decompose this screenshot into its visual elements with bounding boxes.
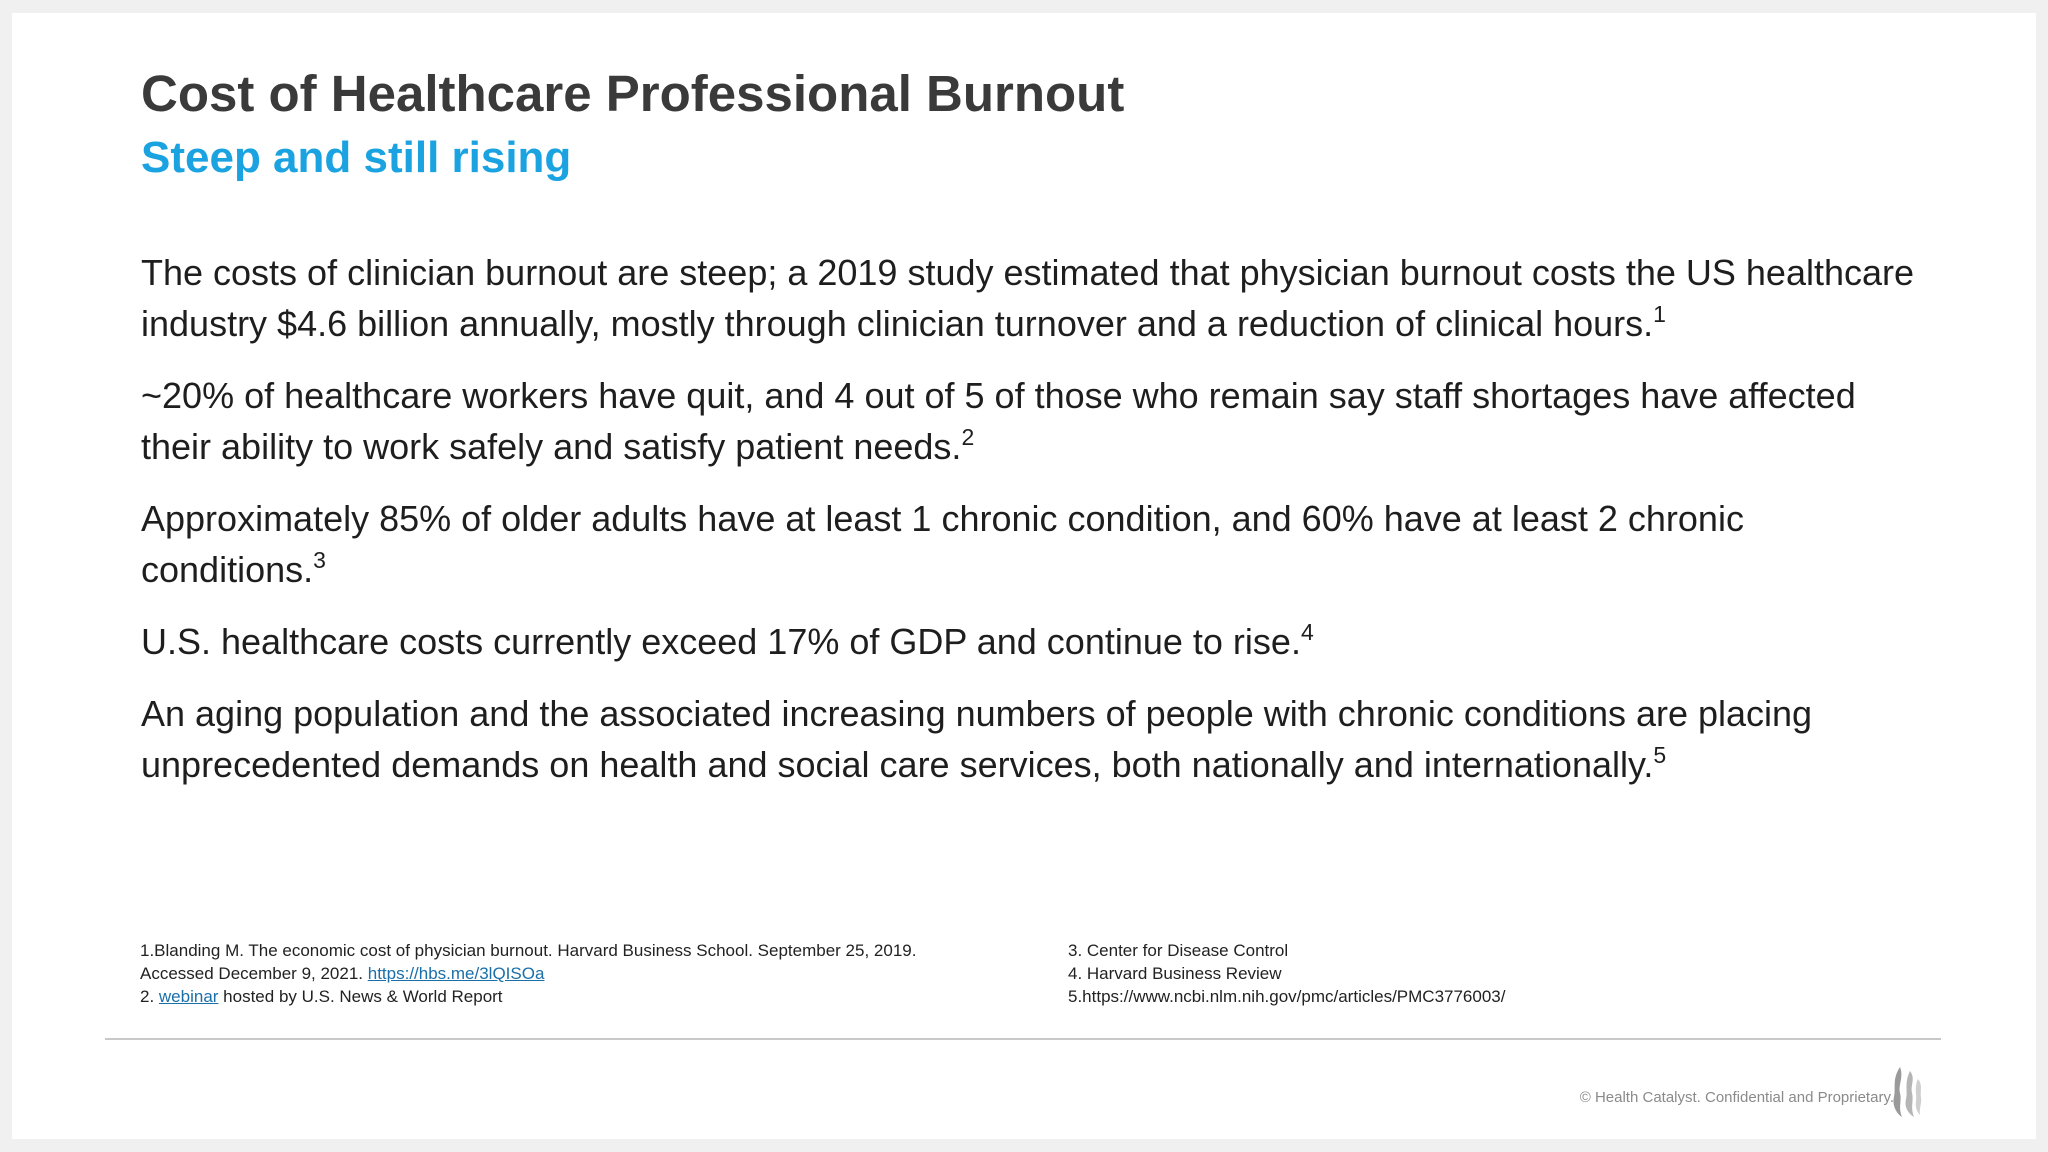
footnote-marker: 2 (961, 424, 975, 450)
slide-body (141, 247, 1921, 811)
paragraph-chronic-conditions: Approximately 85% of older adults have at least 1 chronic condition, and 60% have at least 2 chronic conditions.$^3$ (141, 498, 1744, 590)
webinar-link[interactable]: webinar (158, 987, 219, 1006)
slide-title: Cost of Healthcare Professional Burnout (141, 65, 1125, 122)
references-right (1068, 939, 1668, 1008)
footnote-marker: 1 (1653, 301, 1666, 327)
health-catalyst-flame-icon (1886, 1065, 1926, 1119)
footnote-marker: 4 (1300, 619, 1314, 645)
paragraph-burnout-cost: The costs of clinician burnout are steep; a 2019 study estimated that physician burnout costs the US healthcare industry $4.6 billion annually, mostly through clinician turnover and a reduction of clinical hours.$^1$ (141, 252, 1915, 344)
reference-1-line-2: Accessed December 9, 2021. https://hbs.me/3lQISOa (140, 964, 545, 983)
footer-divider (105, 1038, 1941, 1040)
footnote-marker: 3 (313, 547, 326, 573)
references-left (140, 939, 1010, 1008)
paragraph-aging-population: An aging population and the associated increasing numbers of people with chronic conditions are placing unprecedented demands on health and social care services, both nationally and internationally.$^5$ (141, 693, 1813, 785)
footnote-marker: 5 (1653, 742, 1667, 768)
paragraph-gdp: U.S. healthcare costs currently exceed 17% of GDP and continue to rise.$^4$ (141, 619, 1314, 662)
reference-1-link[interactable]: https://hbs.me/3lQISOa (367, 964, 545, 983)
copyright-notice: © Health Catalyst. Confidential and Proprietary. (1579, 1089, 1894, 1106)
reference-3: 3. Center for Disease Control (1068, 941, 1289, 960)
slide (12, 13, 2036, 1139)
reference-5: 5.https://www.ncbi.nlm.nih.gov/pmc/articles/PMC3776003/ (1068, 987, 1506, 1006)
reference-4: 4. Harvard Business Review (1068, 964, 1282, 983)
slide-subtitle: Steep and still rising (141, 133, 572, 182)
reference-2: 2. webinar hosted by U.S. News & World Report (140, 987, 503, 1006)
reference-1-line-1: 1.Blanding M. The economic cost of physician burnout. Harvard Business School. September 25, 2019. (140, 941, 917, 960)
paragraph-workers-quit: ~20% of healthcare workers have quit, and 4 out of 5 of those who remain say staff shortages have affected their ability to work safely and satisfy patient needs.$^2$ (141, 375, 1856, 467)
